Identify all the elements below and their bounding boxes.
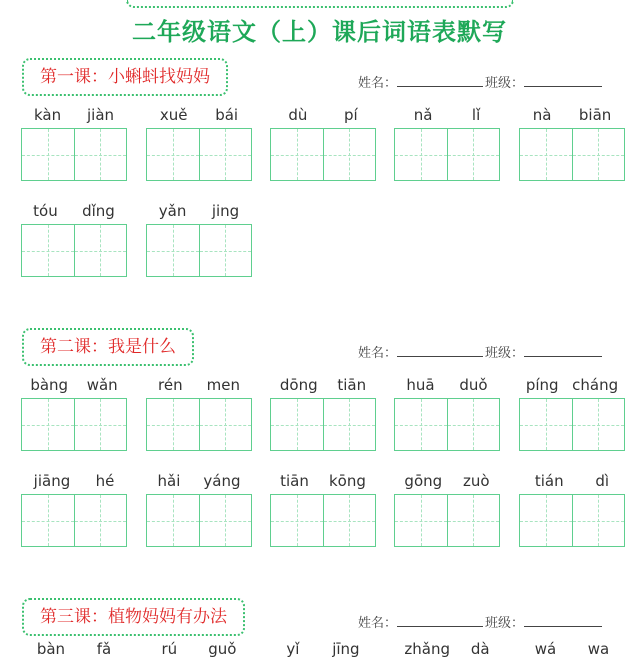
pinyin-syllable: biān: [578, 106, 612, 124]
writing-grid: [21, 224, 127, 277]
writing-cell[interactable]: [395, 129, 447, 180]
pinyin-syllable: wǎn: [86, 376, 118, 394]
name-class-fields: [358, 342, 604, 361]
writing-cell[interactable]: [22, 225, 74, 276]
name-label: 姓名：: [358, 346, 398, 361]
writing-cell[interactable]: [22, 129, 74, 180]
writing-grid: [519, 398, 625, 451]
pinyin: [519, 106, 625, 128]
pinyin-syllable: jiāng: [33, 472, 71, 490]
pinyin-syllable: zuò: [463, 472, 490, 490]
writing-cell[interactable]: [323, 399, 376, 450]
writing-cell[interactable]: [572, 129, 625, 180]
writing-cell[interactable]: [271, 399, 323, 450]
pinyin-syllable: nà: [532, 106, 552, 124]
word-item: [21, 640, 127, 658]
lesson-title: 第二课：我是什么: [22, 328, 194, 366]
word-item: [519, 640, 625, 658]
word-item: [21, 472, 127, 547]
pinyin: [146, 376, 252, 398]
pinyin-syllable: dà: [470, 640, 490, 658]
writing-cell[interactable]: [147, 129, 199, 180]
pinyin: [519, 376, 625, 398]
pinyin: [394, 640, 500, 658]
pinyin-syllable: tiān: [337, 376, 367, 394]
pinyin: [21, 202, 127, 224]
lesson-title: 第一课：小蝌蚪找妈妈: [22, 58, 228, 96]
writing-cell[interactable]: [572, 495, 625, 546]
pinyin-syllable: rén: [158, 376, 183, 394]
word-item: [270, 472, 376, 547]
pinyin-syllable: dù: [288, 106, 308, 124]
writing-cell[interactable]: [199, 495, 252, 546]
writing-grid: [21, 128, 127, 181]
writing-grid: [146, 398, 252, 451]
word-item: [146, 106, 252, 181]
pinyin-syllable: yǎn: [158, 202, 187, 220]
pinyin: [394, 376, 500, 398]
pinyin-syllable: fǎ: [96, 640, 112, 658]
pinyin: [146, 202, 252, 224]
pinyin-syllable: yǐ: [286, 640, 300, 658]
word-item: [270, 106, 376, 181]
pinyin: [21, 472, 127, 494]
writing-grid: [394, 494, 500, 547]
top-frame: [126, 0, 514, 8]
pinyin-syllable: tián: [534, 472, 564, 490]
pinyin-syllable: rú: [161, 640, 178, 658]
name-input[interactable]: [397, 344, 483, 357]
writing-grid: [21, 398, 127, 451]
word-item: [21, 376, 127, 451]
pinyin-syllable: kōng: [329, 472, 366, 490]
writing-grid: [519, 494, 625, 547]
pinyin-syllable: dì: [595, 472, 610, 490]
pinyin-syllable: jing: [211, 202, 240, 220]
word-item: [394, 472, 500, 547]
pinyin: [146, 640, 252, 658]
pinyin-syllable: píng: [525, 376, 559, 394]
writing-cell[interactable]: [572, 399, 625, 450]
writing-grid: [394, 128, 500, 181]
writing-cell[interactable]: [147, 495, 199, 546]
writing-grid: [270, 398, 376, 451]
pinyin-syllable: wa: [587, 640, 610, 658]
class-input[interactable]: [524, 74, 602, 87]
writing-grid: [519, 128, 625, 181]
class-label: 班级：: [485, 616, 525, 631]
writing-cell[interactable]: [147, 399, 199, 450]
pinyin: [270, 376, 376, 398]
writing-cell[interactable]: [323, 495, 376, 546]
writing-cell[interactable]: [22, 399, 74, 450]
pinyin-syllable: cháng: [572, 376, 619, 394]
pinyin-syllable: wá: [534, 640, 557, 658]
pinyin: [519, 472, 625, 494]
word-item: [519, 106, 625, 181]
word-item: [394, 376, 500, 451]
name-input[interactable]: [397, 614, 483, 627]
word-item: [146, 202, 252, 277]
name-label: 姓名：: [358, 76, 398, 91]
pinyin-syllable: pí: [343, 106, 358, 124]
class-label: 班级：: [485, 346, 525, 361]
writing-cell[interactable]: [447, 129, 500, 180]
pinyin: [146, 106, 252, 128]
pinyin-syllable: hǎi: [157, 472, 181, 490]
pinyin-syllable: tiān: [280, 472, 309, 490]
pinyin-syllable: dǐng: [82, 202, 115, 220]
pinyin-syllable: yáng: [203, 472, 241, 490]
writing-cell[interactable]: [74, 129, 127, 180]
pinyin: [146, 472, 252, 494]
word-item: [394, 106, 500, 181]
pinyin-syllable: zhǎng: [404, 640, 451, 658]
pinyin-syllable: huā: [406, 376, 435, 394]
pinyin-syllable: hé: [95, 472, 115, 490]
name-class-fields: [358, 612, 604, 631]
writing-grid: [270, 494, 376, 547]
writing-cell[interactable]: [395, 495, 447, 546]
writing-cell[interactable]: [147, 225, 199, 276]
writing-cell[interactable]: [271, 495, 323, 546]
word-item: [146, 472, 252, 547]
word-item: [270, 640, 376, 658]
writing-cell[interactable]: [520, 495, 572, 546]
pinyin: [394, 472, 500, 494]
class-input[interactable]: [524, 614, 602, 627]
word-item: [519, 472, 625, 547]
writing-cell[interactable]: [447, 495, 500, 546]
writing-grid: [394, 398, 500, 451]
writing-cell[interactable]: [199, 129, 252, 180]
word-item: [21, 106, 127, 181]
pinyin: [21, 376, 127, 398]
writing-cell[interactable]: [74, 399, 127, 450]
pinyin-syllable: xuě: [159, 106, 188, 124]
pinyin-syllable: kàn: [33, 106, 62, 124]
writing-cell[interactable]: [271, 129, 323, 180]
writing-cell[interactable]: [199, 225, 252, 276]
pinyin-syllable: tóu: [33, 202, 58, 220]
writing-cell[interactable]: [22, 495, 74, 546]
writing-grid: [146, 494, 252, 547]
writing-grid: [270, 128, 376, 181]
class-label: 班级：: [485, 76, 525, 91]
pinyin-syllable: bái: [215, 106, 239, 124]
word-item: [146, 376, 252, 451]
pinyin-syllable: guǒ: [208, 640, 237, 658]
writing-cell[interactable]: [520, 399, 572, 450]
word-item: [519, 376, 625, 451]
word-item: [21, 202, 127, 277]
pinyin: [21, 640, 127, 658]
writing-grid: [146, 224, 252, 277]
word-item: [394, 640, 500, 658]
page-title: 二年级语文（上）课后词语表默写: [132, 18, 507, 46]
writing-cell[interactable]: [199, 399, 252, 450]
pinyin-syllable: dōng: [279, 376, 318, 394]
pinyin-syllable: bàng: [30, 376, 69, 394]
pinyin: [270, 640, 376, 658]
word-item: [270, 376, 376, 451]
pinyin-syllable: jiàn: [86, 106, 115, 124]
writing-cell[interactable]: [323, 129, 376, 180]
writing-grid: [146, 128, 252, 181]
name-input[interactable]: [397, 74, 483, 87]
name-class-fields: [358, 72, 604, 91]
lesson-title: 第三课：植物妈妈有办法: [22, 598, 245, 636]
pinyin-syllable: jīng: [332, 640, 360, 658]
pinyin: [270, 472, 376, 494]
pinyin: [394, 106, 500, 128]
pinyin-syllable: duǒ: [459, 376, 488, 394]
pinyin-syllable: gōng: [404, 472, 443, 490]
pinyin-syllable: bàn: [36, 640, 66, 658]
writing-cell[interactable]: [447, 399, 500, 450]
word-item: [146, 640, 252, 658]
pinyin-syllable: nǎ: [413, 106, 433, 124]
pinyin: [270, 106, 376, 128]
writing-cell[interactable]: [395, 399, 447, 450]
name-label: 姓名：: [358, 616, 398, 631]
writing-cell[interactable]: [74, 225, 127, 276]
writing-cell[interactable]: [520, 129, 572, 180]
pinyin-syllable: lǐ: [471, 106, 481, 124]
class-input[interactable]: [524, 344, 602, 357]
writing-grid: [21, 494, 127, 547]
writing-cell[interactable]: [74, 495, 127, 546]
pinyin: [519, 640, 625, 658]
pinyin-syllable: men: [206, 376, 240, 394]
pinyin: [21, 106, 127, 128]
